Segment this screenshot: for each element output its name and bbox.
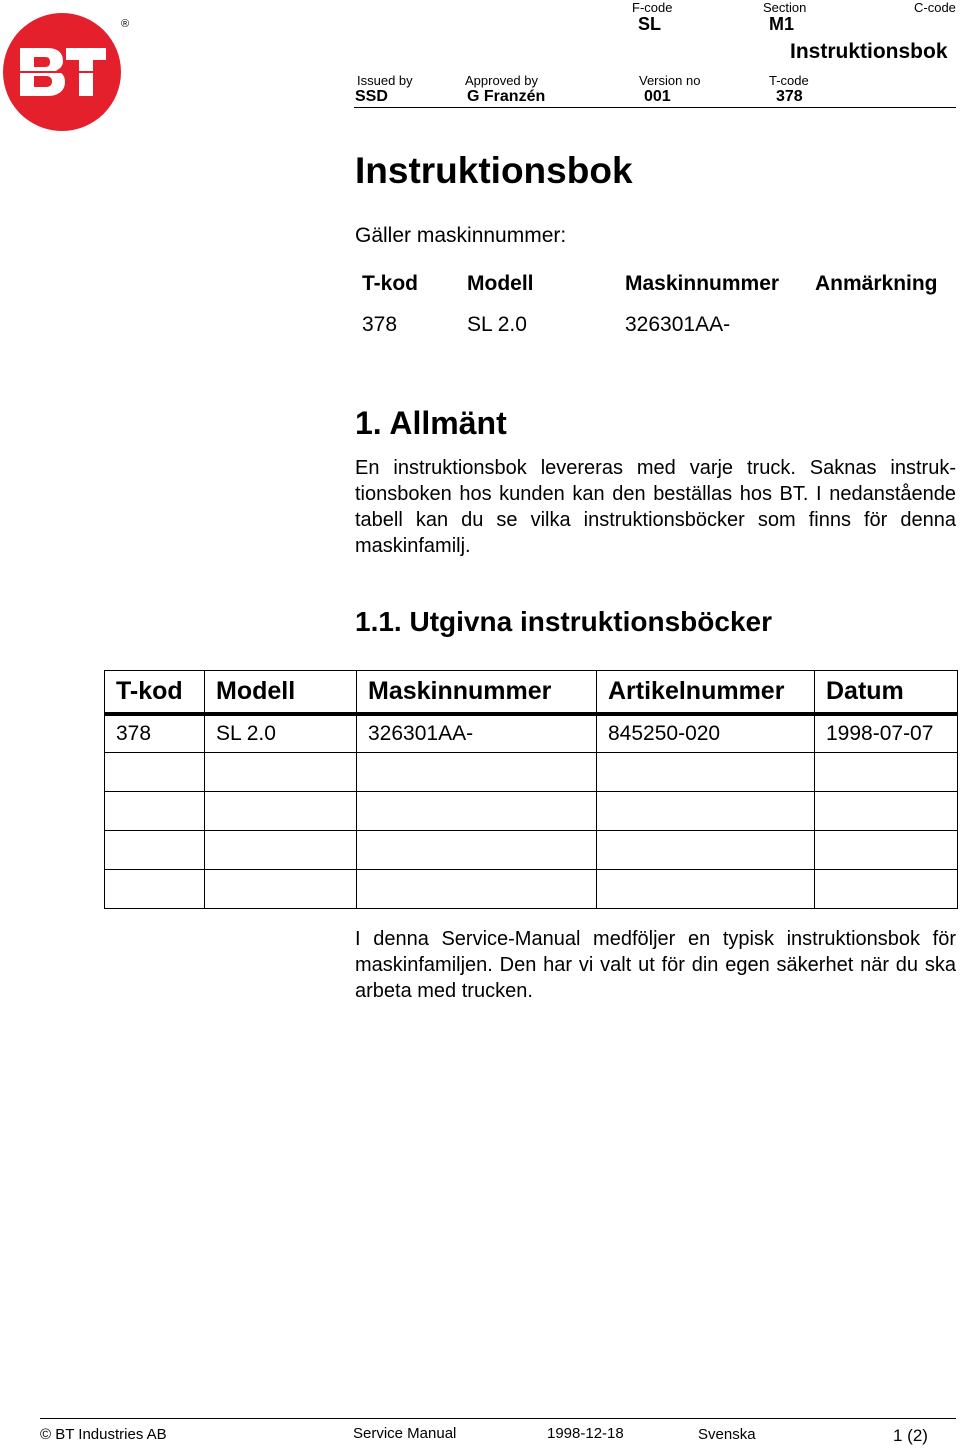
- table-cell: SL 2.0: [205, 714, 357, 753]
- approved-value: G Franzén: [467, 88, 546, 105]
- machine-header-maskinnummer: Maskinnummer: [625, 272, 780, 295]
- table-cell: 845250-020: [597, 714, 815, 753]
- table-header-row: [105, 671, 958, 714]
- tcode-value: 378: [776, 88, 803, 105]
- registered-mark: ®: [121, 18, 130, 30]
- page-title: Instruktionsbok: [355, 150, 633, 191]
- table-cell: [357, 792, 597, 831]
- fcode-value: SL: [638, 14, 662, 34]
- col-header-modell: Modell: [205, 671, 357, 714]
- approved-label: Approved by: [465, 73, 538, 88]
- machine-header-anmarkning: Anmärkning: [815, 272, 938, 295]
- table-cell: [815, 792, 958, 831]
- table-row: [105, 792, 958, 831]
- table-cell: [205, 870, 357, 909]
- machine-value-modell: SL 2.0: [467, 313, 527, 336]
- machine-value-tkod: 378: [362, 313, 398, 336]
- fcode-label: F-code: [632, 0, 673, 15]
- section-1-heading: 1. Allmänt: [355, 405, 507, 441]
- table-cell: 326301AA-: [357, 714, 597, 753]
- table-row: [105, 714, 958, 753]
- table-cell: [105, 870, 205, 909]
- table-cell: [597, 870, 815, 909]
- version-value: 001: [644, 88, 671, 105]
- machine-value-maskinnummer: 326301AA-: [625, 313, 731, 336]
- table-cell: [205, 831, 357, 870]
- table-cell: [105, 753, 205, 792]
- footer-language: Svenska: [698, 1426, 756, 1443]
- col-header-artikelnummer: Artikelnummer: [597, 671, 815, 714]
- section-value: M1: [769, 14, 795, 34]
- table-row: [105, 870, 958, 909]
- header-doc-title: Instruktionsbok: [790, 40, 948, 63]
- table-cell: [205, 753, 357, 792]
- table-cell: [105, 831, 205, 870]
- machine-header-modell: Modell: [467, 272, 534, 295]
- applies-to-label: Gäller maskinnummer:: [355, 224, 567, 247]
- table-cell: [357, 831, 597, 870]
- header-divider: [354, 107, 956, 108]
- table-row: [105, 831, 958, 870]
- ccode-label: C-code: [914, 0, 956, 15]
- machine-header-tkod: T-kod: [362, 272, 418, 295]
- service-manual-note: I denna Service-Manual medföljer en typisk instruktionsbok för maskinfamiljen. Den har vi valt ut för din egen säkerhet när du ska arbeta med trucken.: [355, 928, 956, 1002]
- footer-manual: Service Manual: [353, 1425, 457, 1442]
- table-cell: [815, 753, 958, 792]
- table-cell: [815, 831, 958, 870]
- footer-copyright: © BT Industries AB: [40, 1426, 167, 1443]
- tcode-label: T-code: [769, 73, 809, 88]
- col-header-maskinnummer: Maskinnummer: [357, 671, 597, 714]
- col-header-tkod: T-kod: [105, 671, 205, 714]
- table-row: [105, 753, 958, 792]
- col-header-datum: Datum: [815, 671, 958, 714]
- section-1-1-heading: 1.1. Utgivna instruktionsböcker: [355, 606, 772, 637]
- table-cell: 378: [105, 714, 205, 753]
- section-label: Section: [763, 0, 807, 15]
- table-cell: 1998-07-07: [815, 714, 958, 753]
- table-cell: [597, 753, 815, 792]
- manuals-table: [104, 670, 958, 909]
- table-cell: [205, 792, 357, 831]
- issued-label: Issued by: [357, 73, 413, 88]
- version-label: Version no: [639, 73, 701, 88]
- table-cell: [357, 870, 597, 909]
- table-cell: [597, 831, 815, 870]
- table-cell: [597, 792, 815, 831]
- bt-logo: [2, 12, 122, 132]
- table-cell: [815, 870, 958, 909]
- issued-value: SSD: [355, 88, 388, 105]
- table-cell: [105, 792, 205, 831]
- section-1-text: En instruktionsbok levereras med varje truck. Saknas instruktionsboken hos kunden kan den beställas hos BT. I nedanstående tabell kan du se vilka instruktionsböcker som finns för denna maskinfamilj.: [355, 457, 956, 557]
- footer-page-number: 1 (2): [893, 1426, 928, 1445]
- table-cell: [357, 753, 597, 792]
- footer-divider: [40, 1418, 956, 1419]
- footer-date: 1998-12-18: [547, 1425, 624, 1442]
